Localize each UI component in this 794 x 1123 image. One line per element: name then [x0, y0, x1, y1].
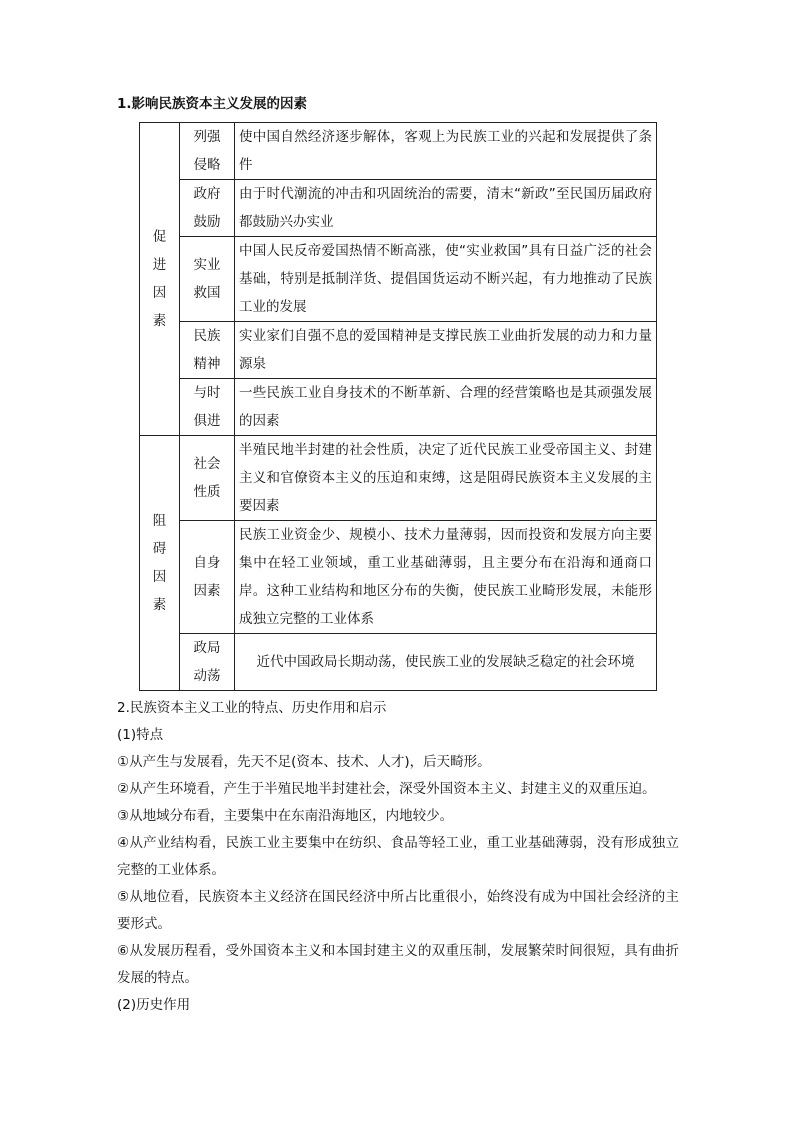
factor-cell: 民族精神: [180, 322, 235, 379]
description-cell: 中国人民反帝爱国热情不断高涨，使“实业救国”具有日益广泛的社会基础，特别是抵制洋货、提倡国货运动不断兴起，有力地推动了民族工业的发展: [235, 237, 657, 322]
table-row: [140, 521, 657, 634]
subheading-features: (1)特点: [117, 727, 164, 743]
promote-group-label: 促进因素: [152, 229, 167, 329]
hinder-group-cell: [140, 436, 180, 691]
factor-cell: 政局动荡: [180, 634, 235, 691]
list-item: ⑤从地位看，民族资本主义经济在国民经济中所占比重很小，始终没有成为中国社会经济的主要形式。: [117, 889, 679, 932]
factors-table: [139, 122, 657, 691]
factor-cell: 政府鼓励: [180, 180, 235, 237]
section2-title: 2.民族资本主义工业的特点、历史作用和启示: [117, 700, 387, 716]
description-cell: 民族工业资金少、规模小、技术力量薄弱，因而投资和发展方向主要集中在轻工业领域，重工业基础薄弱，且主要分布在沿海和通商口岸。这种工业结构和地区分布的失衡，使民族工业畸形发展，未能形成独立完整的工业体系: [235, 521, 657, 634]
description-cell: 半殖民地半封建的社会性质，决定了近代民族工业受帝国主义、封建主义和官僚资本主义的压迫和束缚，这是阻碍民族资本主义发展的主要因素: [235, 436, 657, 521]
hinder-group-label: 阻碍因素: [152, 513, 167, 613]
table-row: [140, 123, 657, 180]
factor-cell: 自身因素: [180, 521, 235, 634]
subheading-historical-role: (2)历史作用: [117, 997, 191, 1013]
factor-cell: 与时俱进: [180, 379, 235, 436]
description-cell: 使中国自然经济逐步解体，客观上为民族工业的兴起和发展提供了条件: [235, 123, 657, 180]
factor-cell: 实业救国: [180, 237, 235, 322]
description-cell: 由于时代潮流的冲击和巩固统治的需要，清末“新政”至民国历届政府都鼓励兴办实业: [235, 180, 657, 237]
list-item: ⑥从发展历程看，受外国资本主义和本国封建主义的双重压制，发展繁荣时间很短，具有曲折发展的特点。: [117, 943, 679, 986]
table-row: [140, 379, 657, 436]
list-item: ①从产生与发展看，先天不足(资本、技术、人才)，后天畸形。: [117, 754, 491, 770]
factor-cell: 列强侵略: [180, 123, 235, 180]
table-row: [140, 322, 657, 379]
promote-group-cell: [140, 123, 180, 436]
table-row: [140, 180, 657, 237]
description-cell: 一些民族工业自身技术的不断革新、合理的经营策略也是其顽强发展的因素: [235, 379, 657, 436]
table-row: [140, 634, 657, 691]
description-cell: 近代中国政局长期动荡，使民族工业的发展缺乏稳定的社会环境: [235, 634, 657, 691]
section1-title: 1.影响民族资本主义发展的因素: [117, 96, 308, 112]
description-cell: 实业家们自强不息的爱国精神是支撑民族工业曲折发展的动力和力量源泉: [235, 322, 657, 379]
list-item: ④从产业结构看，民族工业主要集中在纺织、食品等轻工业，重工业基础薄弱，没有形成独立完整的工业体系。: [117, 835, 679, 878]
section2-body: [117, 722, 679, 1019]
factor-cell: 社会性质: [180, 436, 235, 521]
list-item: ③从地域分布看，主要集中在东南沿海地区，内地较少。: [117, 808, 454, 824]
list-item: ②从产生环境看，产生于半殖民地半封建社会，深受外国资本主义、封建主义的双重压迫。: [117, 781, 656, 797]
table-row: [140, 436, 657, 521]
table-row: [140, 237, 657, 322]
